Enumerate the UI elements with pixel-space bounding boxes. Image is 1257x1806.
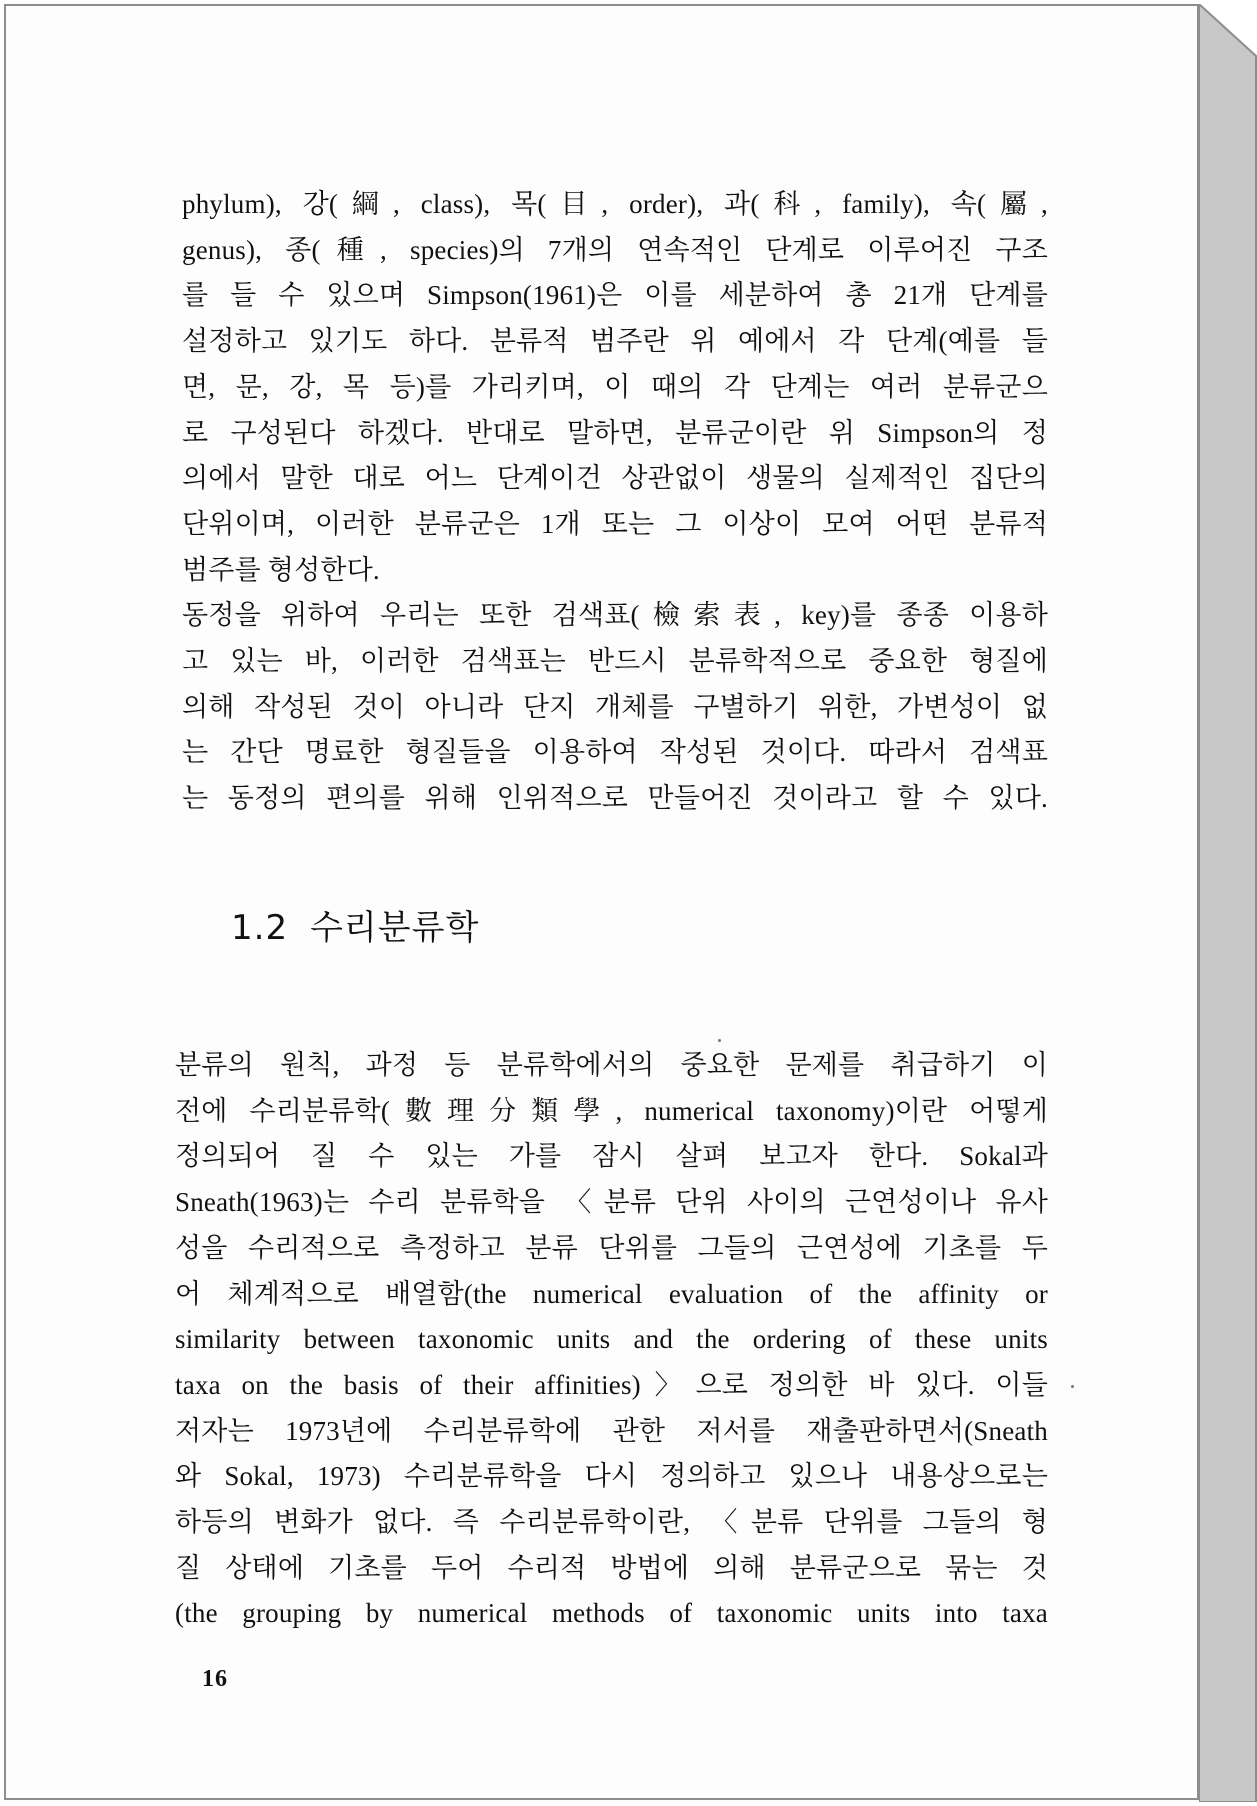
text-line: 하등의 변화가 없다. 즉 수리분류학이란, 〈분류 단위를 그들의 형 [175, 1507, 1048, 1538]
text-line: taxa on the basis of their affinities)〉으로 정의한 바 있다. 이들 [175, 1369, 1048, 1400]
section-title: 수리분류학 [310, 908, 480, 948]
text-line: 의에서 말한 대로 어느 단계이건 상관없이 생물의 실제적인 집단의 [182, 463, 1048, 494]
body-text-top [182, 182, 1048, 822]
text-line: 설정하고 있기도 하다. 분류적 범주란 위 예에서 각 단계(예를 들 [182, 326, 1048, 357]
text-line: (the grouping by numerical methods of taxonomic units into taxa [175, 1598, 1048, 1629]
page-edge-shape [1199, 4, 1257, 1802]
text-line: 어 체계적으로 배열함(the numerical evaluation of the affinity or [175, 1278, 1048, 1309]
text-line: genus), 종(種, species)의 7개의 연속적인 단계로 이루어진 구조 [182, 234, 1048, 265]
text-line: 성을 수리적으로 측정하고 분류 단위를 그들의 근연성에 기초를 두 [175, 1232, 1048, 1263]
scan-speck [718, 1039, 721, 1042]
text-line: similarity between taxonomic units and the ordering of these units [175, 1324, 1048, 1355]
text-line: 는 간단 명료한 형질들을 이용하여 작성된 것이다. 따라서 검색표 [182, 737, 1048, 768]
text-line: 동정을 위하여 우리는 또한 검색표(檢索表, key)를 종종 이용하 [182, 600, 1048, 631]
text-line: 분류의 원칙, 과정 등 분류학에서의 중요한 문제를 취급하기 이 [175, 1050, 1048, 1080]
text-line: 정의되어 질 수 있는 가를 잠시 살펴 보고자 한다. Sokal과 [175, 1141, 1048, 1172]
text-line: phylum), 강(綱, class), 목(目, order), 과(科, family), 속(屬, [182, 189, 1048, 219]
text-line: 고 있는 바, 이러한 검색표는 반드시 분류학적으로 중요한 형질에 [182, 646, 1048, 677]
text-line: 를 들 수 있으며 Simpson(1961)은 이를 세분하여 총 21개 단계를 [182, 280, 1048, 311]
text-line: 범주를 형성한다. [182, 554, 380, 585]
text-line: 의해 작성된 것이 아니라 단지 개체를 구별하기 위한, 가변성이 없 [182, 691, 1048, 722]
page-edge-fold [1199, 4, 1257, 1802]
text-line: 면, 문, 강, 목 등)를 가리키며, 이 때의 각 단계는 여러 분류군으 [182, 371, 1048, 402]
text-line: 와 Sokal, 1973) 수리분류학을 다시 정의하고 있으나 내용상으로는 [175, 1461, 1048, 1492]
text-line: 는 동정의 편의를 위해 인위적으로 만들어진 것이라고 할 수 있다. [182, 783, 1048, 814]
text-line: Sneath(1963)는 수리 분류학을 〈분류 단위 사이의 근연성이나 유사 [175, 1187, 1048, 1218]
page-number: 16 [202, 1666, 228, 1692]
text-line: 질 상태에 기초를 두어 수리적 방법에 의해 분류군으로 묶는 것 [175, 1552, 1048, 1583]
text-line: 저자는 1973년에 수리분류학에 관한 저서를 재출판하면서(Sneath [175, 1415, 1048, 1446]
text-line: 로 구성된다 하겠다. 반대로 말하면, 분류군이란 위 Simpson의 정 [182, 417, 1048, 448]
section-number: 1.2 [231, 908, 289, 948]
text-line: 전에 수리분류학(數理分類學, numerical taxonomy)이란 어떻게 [175, 1095, 1048, 1126]
section-heading [231, 900, 479, 949]
body-text-bottom [175, 1043, 1048, 1637]
scan-speck [1071, 1385, 1074, 1388]
text-line: 단위이며, 이러한 분류군은 1개 또는 그 이상이 모여 어떤 분류적 [182, 508, 1048, 539]
